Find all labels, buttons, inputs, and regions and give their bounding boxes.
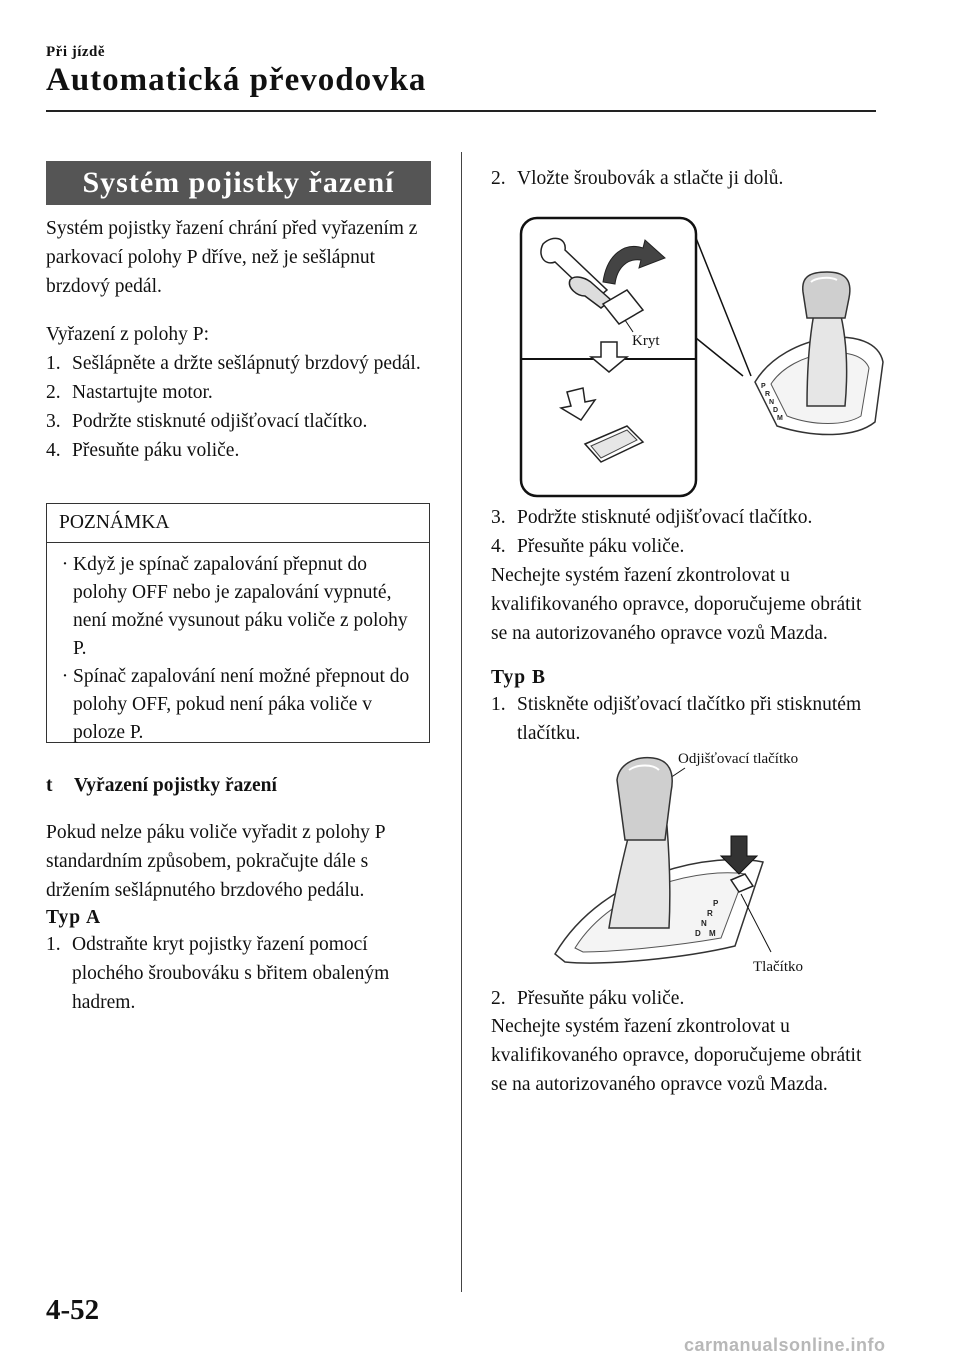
note-heading: POZNÁMKA <box>47 504 429 543</box>
intro-paragraph: Systém pojistky řazení chrání před vyřazením z parkovací polohy P dříve, než je sešlápnut brzdový pedál. <box>46 218 418 297</box>
release-paragraph: Pokud nelze páku voliče vyřadit z polohy P standardním způsobem, pokračujte dále s držením sešlápnutého brzdového pedálu. <box>46 822 385 901</box>
bullet-icon: · <box>61 554 69 575</box>
list-item <box>46 436 431 465</box>
svg-text:P: P <box>713 899 719 908</box>
label-release-button: Odjišťovací tlačítko <box>678 751 799 767</box>
figure-release-button <box>545 740 845 980</box>
check-paragraph-b: Nechejte systém řazení zkontrolovat u kvalifikovaného opravce, doporučujeme obrátit se na autorizovaného opravce vozů Mazda. <box>491 1016 862 1095</box>
step-text: Podržte stisknuté odjišťovací tlačítko. <box>517 507 813 528</box>
subheading-marker: t <box>46 775 53 796</box>
step-number: 3. <box>491 507 506 528</box>
step-2 <box>491 164 881 193</box>
bullet-icon: · <box>61 666 69 687</box>
column-divider <box>461 152 462 1292</box>
steps-intro: Vyřazení z polohy P: <box>46 324 210 345</box>
list-item <box>47 663 429 747</box>
step-text: Stiskněte odjišťovací tlačítko při stisknutém tlačítku. <box>517 694 862 744</box>
step-text: Přesuňte páku voliče. <box>517 536 685 557</box>
list-item <box>46 930 431 1017</box>
list-item <box>47 551 429 663</box>
list-item <box>46 407 431 436</box>
zoom-line <box>696 338 743 376</box>
typ-a-step-1 <box>46 930 431 1017</box>
step-text: Nastartujte motor. <box>72 382 213 403</box>
step-number: 4. <box>46 440 61 461</box>
page-number: 4-52 <box>46 1294 100 1326</box>
watermark: carmanualsonline.info <box>684 1335 886 1355</box>
step-number: 1. <box>46 353 61 374</box>
zoom-line <box>696 238 751 376</box>
typ-a-heading: Typ A <box>46 907 102 928</box>
svg-text:N: N <box>769 399 775 406</box>
subheading <box>46 775 277 797</box>
step-text: Přesuňte páku voliče. <box>517 988 685 1009</box>
svg-text:P: P <box>761 383 766 390</box>
step-number: 1. <box>46 934 61 955</box>
list-item <box>491 503 881 532</box>
check-paragraph-a: Nechejte systém řazení zkontrolovat u kvalifikovaného opravce, doporučujeme obrátit se na autorizovaného opravce vozů Mazda. <box>491 565 862 644</box>
typ-b-step-2 <box>491 984 881 1013</box>
chapter-title: Automatická převodovka <box>46 62 427 98</box>
leader-line <box>741 894 771 952</box>
step-text: Podržte stisknuté odjišťovací tlačítko. <box>72 411 368 432</box>
section-title: Systém pojistky řazení <box>46 161 431 205</box>
step-number: 1. <box>491 694 506 715</box>
section-label: Při jízdě <box>46 44 106 60</box>
label-cover: Kryt <box>632 333 660 349</box>
note-text: Spínač zapalování není možné přepnout do polohy OFF, pokud není páka voliče v poloze P. <box>73 666 410 743</box>
step-text: Sešlápněte a držte sešlápnutý brzdový pedál. <box>72 353 421 374</box>
step-number: 3. <box>46 411 61 432</box>
steps-3-4 <box>491 503 881 561</box>
svg-text:M: M <box>777 415 783 422</box>
step-text: Přesuňte páku voliče. <box>72 440 240 461</box>
svg-text:N: N <box>701 919 707 928</box>
step-text: Odstraňte kryt pojistky řazení pomocí plochého šroubováku s břitem obaleným hadrem. <box>72 934 390 1013</box>
svg-text:D: D <box>773 407 779 414</box>
list-item <box>46 349 431 378</box>
svg-text:R: R <box>707 909 713 918</box>
step-text: Vložte šroubovák a stlačte ji dolů. <box>517 168 784 189</box>
step-number: 2. <box>491 988 506 1009</box>
list-item <box>491 164 881 193</box>
typ-b-heading: Typ B <box>491 667 547 688</box>
svg-text:M: M <box>709 929 716 938</box>
step-number: 2. <box>491 168 506 189</box>
figure-shift-lock-cover <box>515 212 890 502</box>
subheading-text: Vyřazení pojistky řazení <box>74 775 277 796</box>
steps-list <box>46 349 431 465</box>
note-text: Když je spínač zapalování přepnut do polohy OFF nebo je zapalování vypnuté, není možné vysunout páku voliče z polohy P. <box>73 554 408 659</box>
list-item <box>46 378 431 407</box>
label-button: Tlačítko <box>753 959 803 975</box>
list-item <box>491 532 881 561</box>
step-number: 4. <box>491 536 506 557</box>
list-item <box>491 984 881 1013</box>
note-box <box>46 503 430 743</box>
header-rule <box>46 110 876 112</box>
step-number: 2. <box>46 382 61 403</box>
svg-text:D: D <box>695 929 701 938</box>
svg-text:R: R <box>765 391 771 398</box>
note-list <box>47 543 429 747</box>
